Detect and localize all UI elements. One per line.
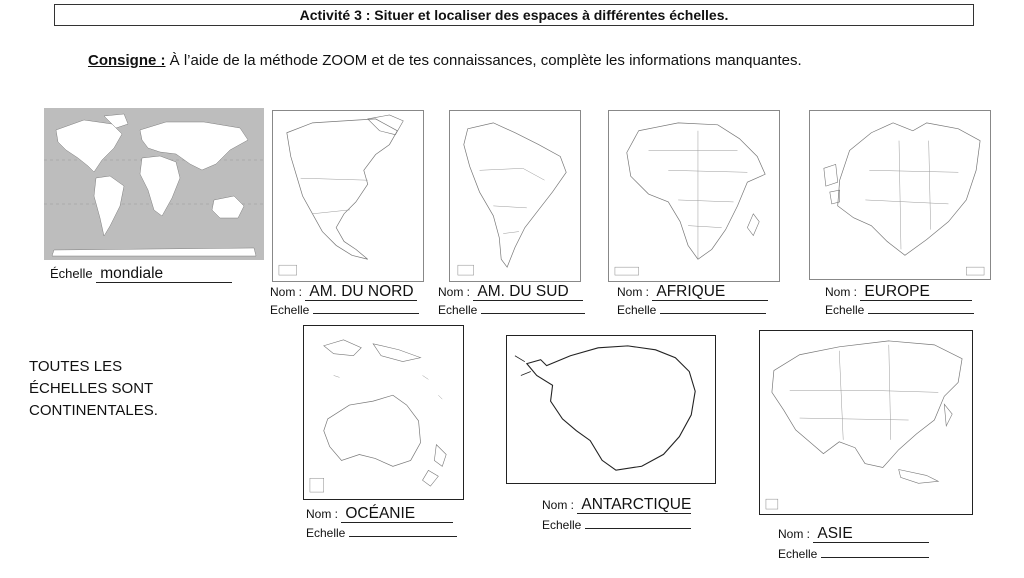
scale-note-line: ÉCHELLES SONT bbox=[29, 380, 154, 397]
scale-note bbox=[29, 356, 158, 422]
north-america-scale-field bbox=[270, 302, 419, 317]
oceania-name-label: Nom : bbox=[306, 507, 339, 521]
north-america-scale-blank bbox=[313, 302, 419, 314]
oceania-scale-field bbox=[306, 525, 457, 540]
antarctica-map bbox=[506, 335, 716, 484]
south-america-scale-label: Echelle bbox=[438, 303, 478, 317]
africa-scale-label: Echelle bbox=[617, 303, 657, 317]
world-scale-field bbox=[50, 266, 232, 283]
oceania-scale-label: Echelle bbox=[306, 526, 346, 540]
asia-name-answer: ASIE bbox=[813, 526, 929, 543]
antarctica-name-field bbox=[542, 497, 691, 514]
europe-name-field bbox=[825, 284, 972, 301]
scale-note-line: CONTINENTALES. bbox=[29, 402, 158, 419]
africa-name-answer: AFRIQUE bbox=[652, 284, 768, 301]
europe-scale-label: Echelle bbox=[825, 303, 865, 317]
antarctica-scale-label: Echelle bbox=[542, 518, 582, 532]
instruction-text: À l’aide de la méthode ZOOM et de tes connaissances, complète les informations manquantes. bbox=[165, 52, 802, 69]
activity-title: Activité 3 : Situer et localiser des espaces à différentes échelles. bbox=[54, 4, 974, 26]
south-america-name-label: Nom : bbox=[438, 285, 471, 299]
south-america-scale-blank bbox=[481, 302, 585, 314]
north-america-scale-label: Echelle bbox=[270, 303, 310, 317]
asia-name-field bbox=[778, 526, 929, 543]
north-america-name-field bbox=[270, 284, 417, 301]
europe-name-answer: EUROPE bbox=[860, 284, 972, 301]
asia-scale-field bbox=[778, 546, 929, 561]
instruction-label: Consigne : bbox=[88, 52, 166, 69]
south-america-scale-field bbox=[438, 302, 585, 317]
north-america-name-label: Nom : bbox=[270, 285, 303, 299]
north-america-map bbox=[272, 110, 424, 282]
world-scale-label: Échelle bbox=[50, 266, 93, 281]
world-scale-answer: mondiale bbox=[96, 266, 232, 283]
asia-scale-blank bbox=[821, 546, 929, 558]
oceania-name-answer: OCÉANIE bbox=[341, 506, 453, 523]
instruction bbox=[88, 52, 802, 69]
oceania-map bbox=[303, 325, 464, 500]
antarctica-name-answer: ANTARCTIQUE bbox=[577, 497, 691, 514]
africa-name-label: Nom : bbox=[617, 285, 650, 299]
africa-name-field bbox=[617, 284, 768, 301]
antarctica-name-label: Nom : bbox=[542, 498, 575, 512]
europe-scale-field bbox=[825, 302, 974, 317]
oceania-name-field bbox=[306, 506, 453, 523]
africa-map bbox=[608, 110, 780, 282]
south-america-map bbox=[449, 110, 581, 282]
asia-name-label: Nom : bbox=[778, 527, 811, 541]
antarctica-scale-blank bbox=[585, 517, 691, 529]
africa-scale-blank bbox=[660, 302, 766, 314]
europe-scale-blank bbox=[868, 302, 974, 314]
south-america-name-field bbox=[438, 284, 583, 301]
asia-scale-label: Echelle bbox=[778, 547, 818, 561]
south-america-name-answer: AM. DU SUD bbox=[473, 284, 583, 301]
asia-map bbox=[759, 330, 973, 515]
europe-map bbox=[809, 110, 991, 280]
world-map bbox=[44, 108, 264, 260]
oceania-scale-blank bbox=[349, 525, 457, 537]
antarctica-scale-field bbox=[542, 517, 691, 532]
scale-note-line: TOUTES LES bbox=[29, 358, 123, 375]
north-america-name-answer: AM. DU NORD bbox=[305, 284, 417, 301]
africa-scale-field bbox=[617, 302, 766, 317]
europe-name-label: Nom : bbox=[825, 285, 858, 299]
